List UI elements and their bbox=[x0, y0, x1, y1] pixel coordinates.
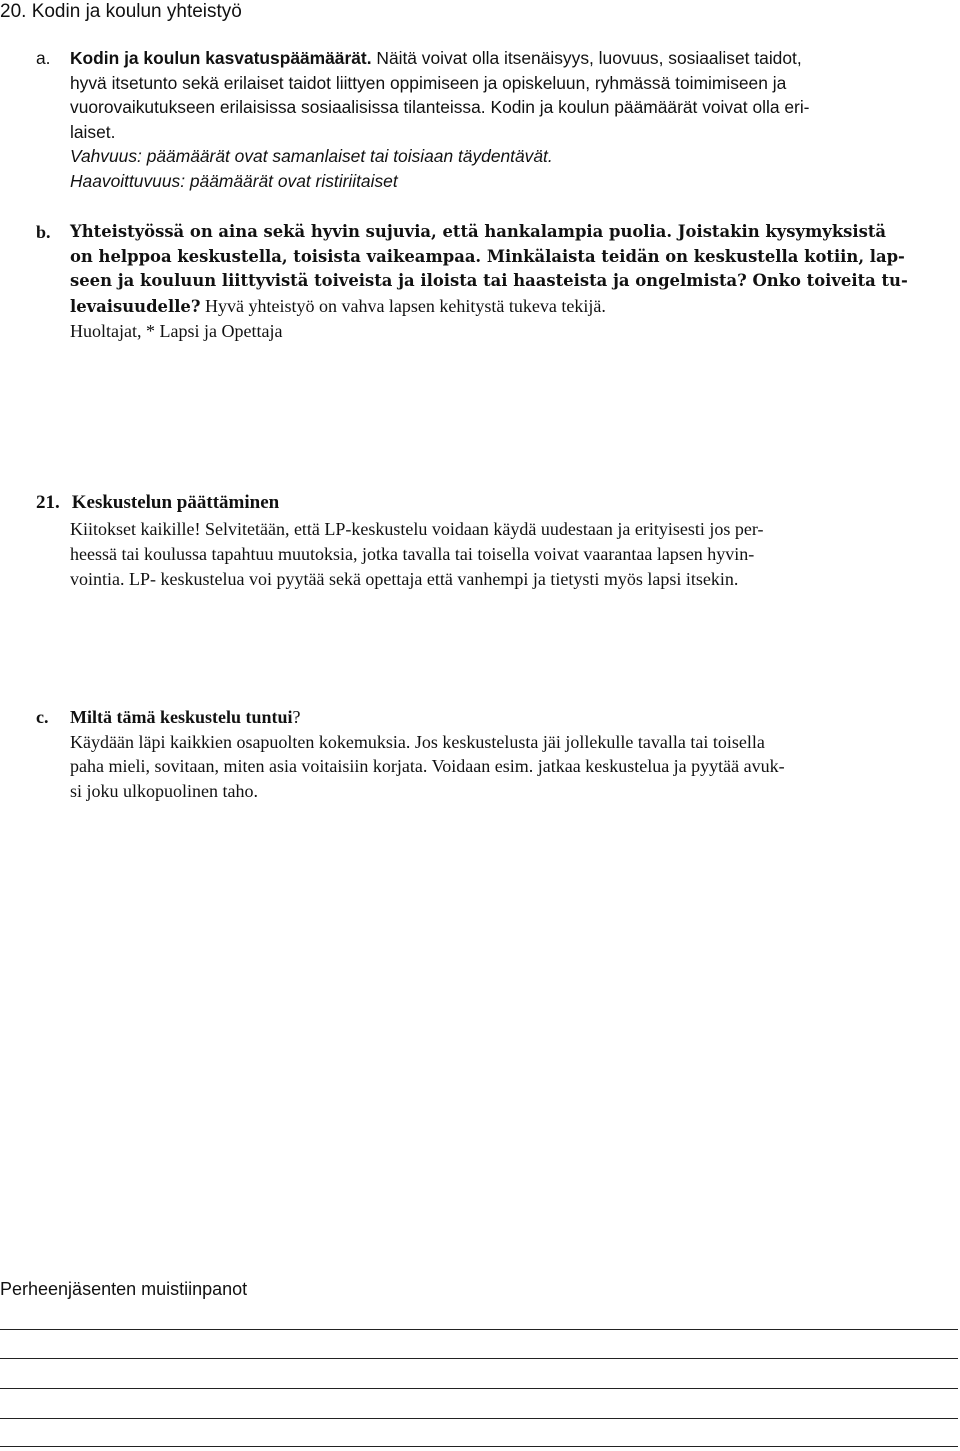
item-a-line-3: vuorovaikutukseen erilaisissa sosiaalisissa tilanteissa. Kodin ja koulun päämäärät voivat olla eri- bbox=[70, 97, 810, 117]
section-21-title: Keskustelun päättäminen bbox=[71, 492, 280, 513]
section-21-line-2: heessä tai koulussa tapahtuu muutoksia, jotka tavalla tai toisella voivat vaarantaa lapsen hyvin- bbox=[70, 544, 755, 564]
item-a-line-2: hyvä itsetunto sekä erilaiset taidot liittyen oppimiseen ja opiskeluun, ryhmässä toimimiseen ja bbox=[70, 72, 787, 93]
item-a-marker: a. bbox=[36, 48, 51, 68]
item-a-vulnerability: Haavoittuvuus: päämäärät ovat ristiriitaiset bbox=[70, 170, 398, 191]
item-c-marker: c. bbox=[36, 707, 49, 727]
notes-line-1 bbox=[0, 1329, 958, 1330]
item-a-line-4: laiset. bbox=[70, 121, 116, 142]
notes-line-4 bbox=[0, 1418, 958, 1419]
section-21-heading bbox=[36, 490, 279, 515]
section-20-title: 20. Kodin ja koulun yhteistyö bbox=[0, 1, 242, 22]
notes-line-5 bbox=[0, 1446, 958, 1447]
notes-line-3 bbox=[0, 1388, 958, 1389]
item-b-marker: b. bbox=[36, 222, 51, 242]
item-a-heading: Kodin ja koulun kasvatuspäämäärät. bbox=[70, 48, 372, 68]
item-b-line-1: Yhteistyössä on aina sekä hyvin sujuvia, että hankalampia puolia. Joistakin kysymyksistä bbox=[70, 222, 887, 241]
section-21-line-3: vointia. LP- keskustelua voi pyytää sekä opettaja että vanhempi ja tietysti myös lapsi itsekin. bbox=[70, 569, 739, 589]
item-c-line-4: si joku ulkopuolinen taho. bbox=[70, 780, 258, 801]
section-21-line-1: Kiitokset kaikille! Selvitetään, että LP-keskustelu voidaan käydä uudestaan ja erityisesti jos per- bbox=[70, 519, 764, 539]
item-c-heading-line: Miltä tämä keskustelu tuntui? bbox=[70, 707, 301, 727]
item-a-line-1: Kodin ja koulun kasvatuspäämäärät. Näitä voivat olla itsenäisyys, luovuus, sosiaaliset taidot, bbox=[70, 48, 802, 68]
item-c-heading: Miltä tämä keskustelu tuntui bbox=[70, 707, 293, 727]
item-a-strength: Vahvuus: päämäärät ovat samanlaiset tai toisiaan täydentävät. bbox=[70, 146, 553, 166]
item-b-roles: Huoltajat, * Lapsi ja Opettaja bbox=[70, 321, 283, 341]
item-a-content bbox=[70, 46, 958, 193]
item-b-content bbox=[70, 220, 958, 344]
section-21-body bbox=[70, 517, 930, 592]
item-b-line-4: levaisuudelle? Hyvä yhteistyö on vahva lapsen kehitystä tukeva tekijä. bbox=[70, 295, 606, 316]
item-c-line-2: Käydään läpi kaikkien osapuolten kokemuksia. Jos keskustelusta jäi jollekulle tavalla tai toisella bbox=[70, 731, 765, 752]
item-c-content bbox=[70, 705, 958, 803]
item-b-line-3: seen ja kouluun liittyvistä toiveista ja iloista tai haasteista ja ongelmista? Onko toiveita tu- bbox=[70, 271, 908, 290]
section-21-number: 21. bbox=[36, 492, 60, 513]
notes-title: Perheenjäsenten muistiinpanot bbox=[0, 1279, 248, 1299]
item-b-line-2: on helppoa keskustella, toisista vaikeampaa. Minkälaista teidän on keskustella kotiin, lap- bbox=[70, 246, 905, 266]
notes-line-2 bbox=[0, 1358, 958, 1359]
item-c-line-3: paha mieli, sovitaan, miten asia voitaisiin korjata. Voidaan esim. jatkaa keskustelua ja pyytää avuk- bbox=[70, 756, 785, 776]
